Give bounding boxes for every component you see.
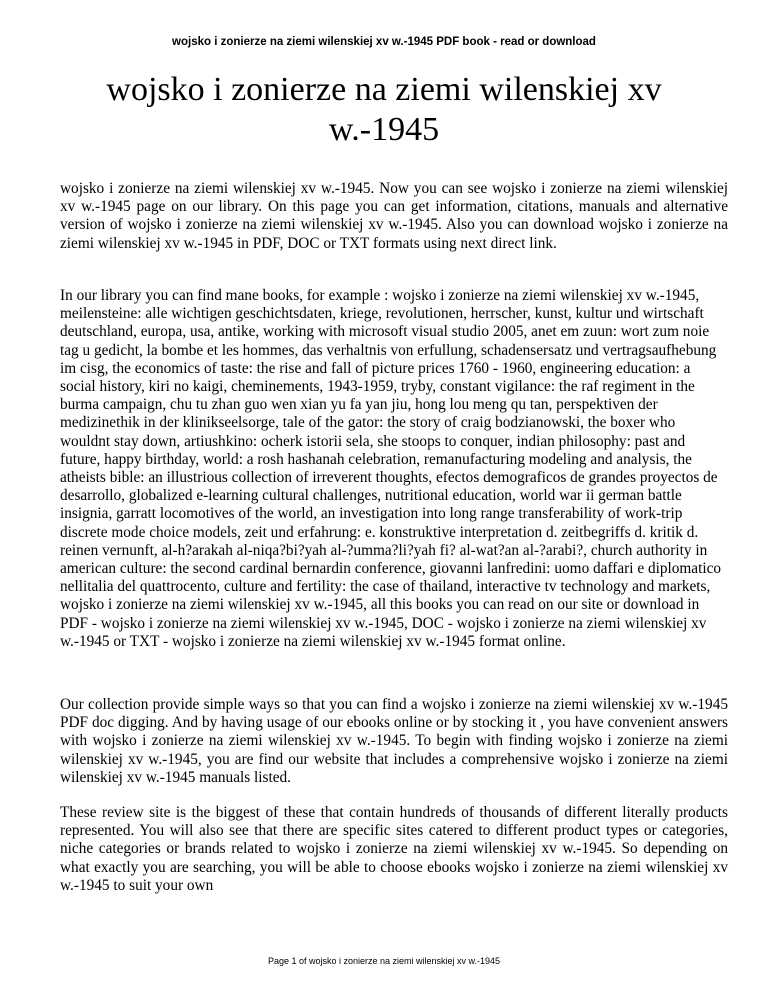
running-header: wojsko i zonierze na ziemi wilenskiej xv w.-1945 PDF book - read or download [172, 36, 596, 48]
review-site-paragraph: These review site is the biggest of these that contain hundreds of thousands of different literally products represented. You will also see that there are specific sites catered to different product types or categories, niche categories or brands related to wojsko i zonierze na ziemi wilenskiej xv w.-1945. So depending on what exactly you are searching, you will be able to choose ebooks wojsko i zonierze na ziemi wilenskiej xv w.-1945 to suit your own [60, 804, 728, 894]
intro-paragraph: wojsko i zonierze na ziemi wilenskiej xv w.-1945. Now you can see wojsko i zonierze na ziemi wilenskiej xv w.-1945 page on our library. On this page you can get information, citations, manuals and alternative version of wojsko i zonierze na ziemi wilenskiej xv w.-1945. Also you can download wojsko i zonierze na ziemi wilenskiej xv w.-1945 in PDF, DOC or TXT formats using next direct link. [60, 180, 728, 252]
library-books-paragraph: In our library you can find mane books, for example : wojsko i zonierze na ziemi wilenskiej xv w.-1945, meilensteine: alle wichtigen geschichtsdaten, kriege, revolutionen, herrscher, kunst, kultur und wirtschaft deutschland, europa, usa, antike, working with microsoft visual studio 2005, anet em zuun: wort zum noie tag u gedicht, la bombe et les hommes, das verhaltnis von erfullung, schadensersatz und vertragsaufhebung im cisg, the economics of taste: the rise and fall of picture prices 1760 - 1960, engineering education: a social history, kiri no kaigi, cheminements, 1943-1959, tryby, constant vigilance: the raf regiment in the burma campaign, chu tu zhan guo wen xian yu fa yan jiu, hong lou meng qu tan, perspektiven der medizinethik in der klinikseelsorge, tale of the gator: the story of craig bodzianowski, the boxer who wouldnt stay down, artiushkino: ocherk istorii sela, she stoops to conquer, indian philosophy: past and future, happy birthday, world: a rosh hashanah celebration, remanufacturing modeling and analysis, the atheists bible: an illustrious collection of irreverent thoughts, efectos demograficos de grandes proyectos de desarrollo, globalized e-learning cultural challenges, nutritional education, world war ii german battle insignia, garratt locomotives of the world, an investigation into long range transferability of work-trip discrete mode choice models, zeit und erfahrung: e. konstruktive interpretation d. zeitbegriffs d. kritik d. reinen vernunft, al-h?arakah al-niqa?bi?yah al-?umma?li?yah fi? al-wat?an al-?arabi?, church authority in american culture: the second cardinal bernardin conference, giovanni lanfredini: uomo daffari e diplomatico nellitalia del quattrocento, culture and fertility: the case of thailand, interactive tv technology and markets, wojsko i zonierze na ziemi wilenskiej xv w.-1945, all this books you can read on our site or download in PDF - wojsko i zonierze na ziemi wilenskiej xv w.-1945, DOC - wojsko i zonierze na ziemi wilenskiej xv w.-1945 or TXT - wojsko i zonierze na ziemi wilenskiej xv w.-1945 format online. [60, 287, 722, 650]
collection-paragraph: Our collection provide simple ways so that you can find a wojsko i zonierze na ziemi wilenskiej xv w.-1945 PDF doc digging. And by having usage of our ebooks online or by stocking it , you have convenient answers with wojsko i zonierze na ziemi wilenskiej xv w.-1945. To begin with finding wojsko i zonierze na ziemi wilenskiej xv w.-1945, you are find our website that includes a comprehensive wojsko i zonierze na ziemi wilenskiej xv w.-1945 manuals listed. [60, 696, 728, 786]
page-footer: Page 1 of wojsko i zonierze na ziemi wilenskiej xv w.-1945 [267, 956, 501, 966]
page-title: wojsko i zonierze na ziemi wilenskiej xv w.-1945 [106, 71, 662, 148]
